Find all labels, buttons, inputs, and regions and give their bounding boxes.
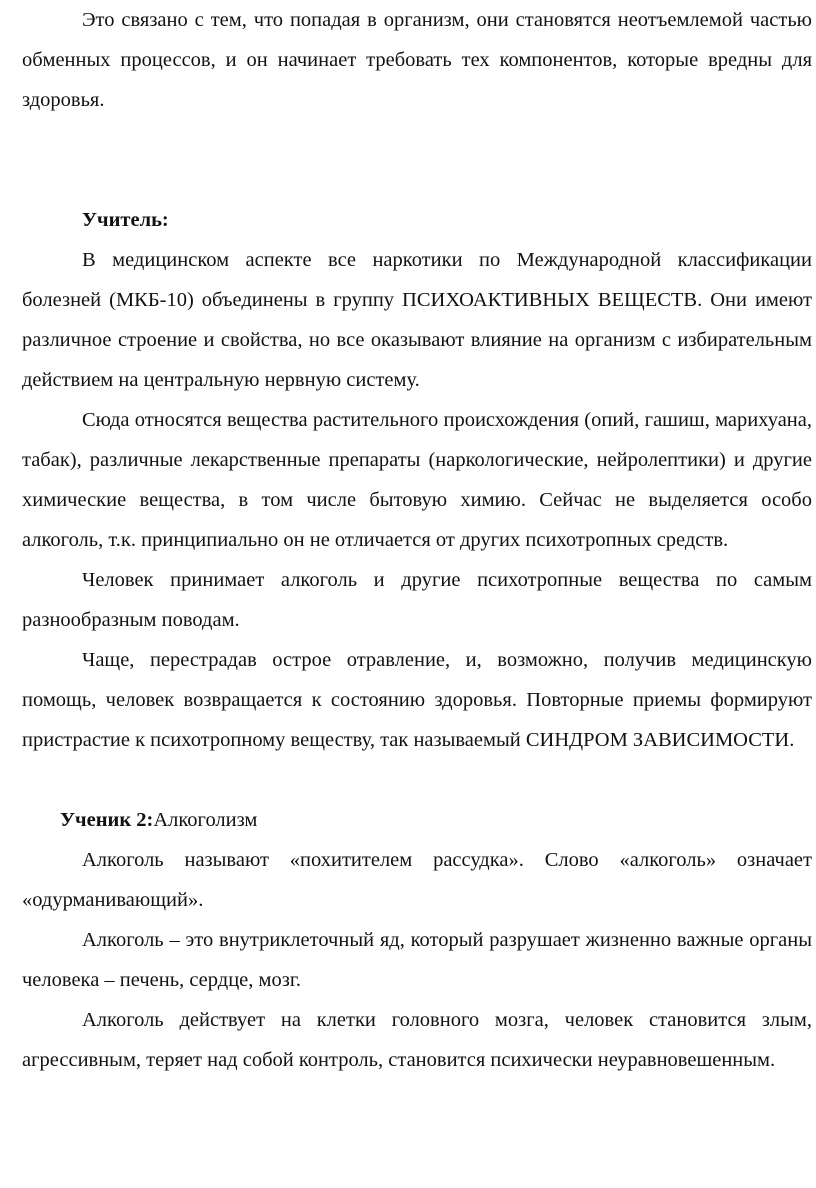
paragraph-metabolism: Это связано с тем, что попадая в организм, они становятся неотъемлемой частью обменных процессов, и он начинает требовать тех компонентов, которые вредны для здоровья. — [22, 9, 812, 111]
teacher-heading — [22, 200, 812, 240]
paragraph-alcohol-poison: Алкоголь – это внутриклеточный яд, который разрушает жизненно важные органы человека – печень, сердце, мозг. — [22, 929, 812, 991]
document-page — [22, 0, 812, 1080]
paragraph-alcohol-name: Алкоголь называют «похитителем рассудка». Слово «алкоголь» означает «одурманивающий». — [22, 849, 812, 911]
student-label: Ученик 2: — [60, 809, 154, 831]
teacher-label: Учитель: — [82, 209, 169, 231]
spacer — [22, 120, 812, 200]
spacer — [22, 760, 812, 800]
paragraph-dependence: Чаще, перестрадав острое отравление, и, возможно, получив медицинскую помощь, человек возвращается к состоянию здоровья. Повторные приемы формируют пристрастие к психотропному веществу, так называемый СИНДРОМ ЗАВИСИМОСТИ. — [22, 649, 812, 751]
paragraph-psychoactive: В медицинском аспекте все наркотики по Международной классификации болезней (МКБ-10) объединены в группу ПСИХОАКТИВНЫХ ВЕЩЕСТВ. Они имеют различное строение и свойства, но все оказывают влияние на организм с избирательным действием на центральную нервную систему. — [22, 249, 812, 391]
student-topic: Алкоголизм — [153, 809, 258, 831]
paragraph-alcohol-brain: Алкоголь действует на клетки головного мозга, человек становится злым, агрессивным, теряет над собой контроль, становится психически неуравновешенным. — [22, 1009, 812, 1071]
paragraph-reasons: Человек принимает алкоголь и другие психотропные вещества по самым разнообразным поводам. — [22, 569, 812, 631]
student-heading — [22, 800, 812, 840]
paragraph-substances: Сюда относятся вещества растительного происхождения (опий, гашиш, марихуана, табак), различные лекарственные препараты (наркологические, нейролептики) и другие химические вещества, в том числе бытовую химию. Сейчас не выделяется особо алкоголь, т.к. принципиально он не отличается от других психотропных средств. — [22, 409, 812, 551]
